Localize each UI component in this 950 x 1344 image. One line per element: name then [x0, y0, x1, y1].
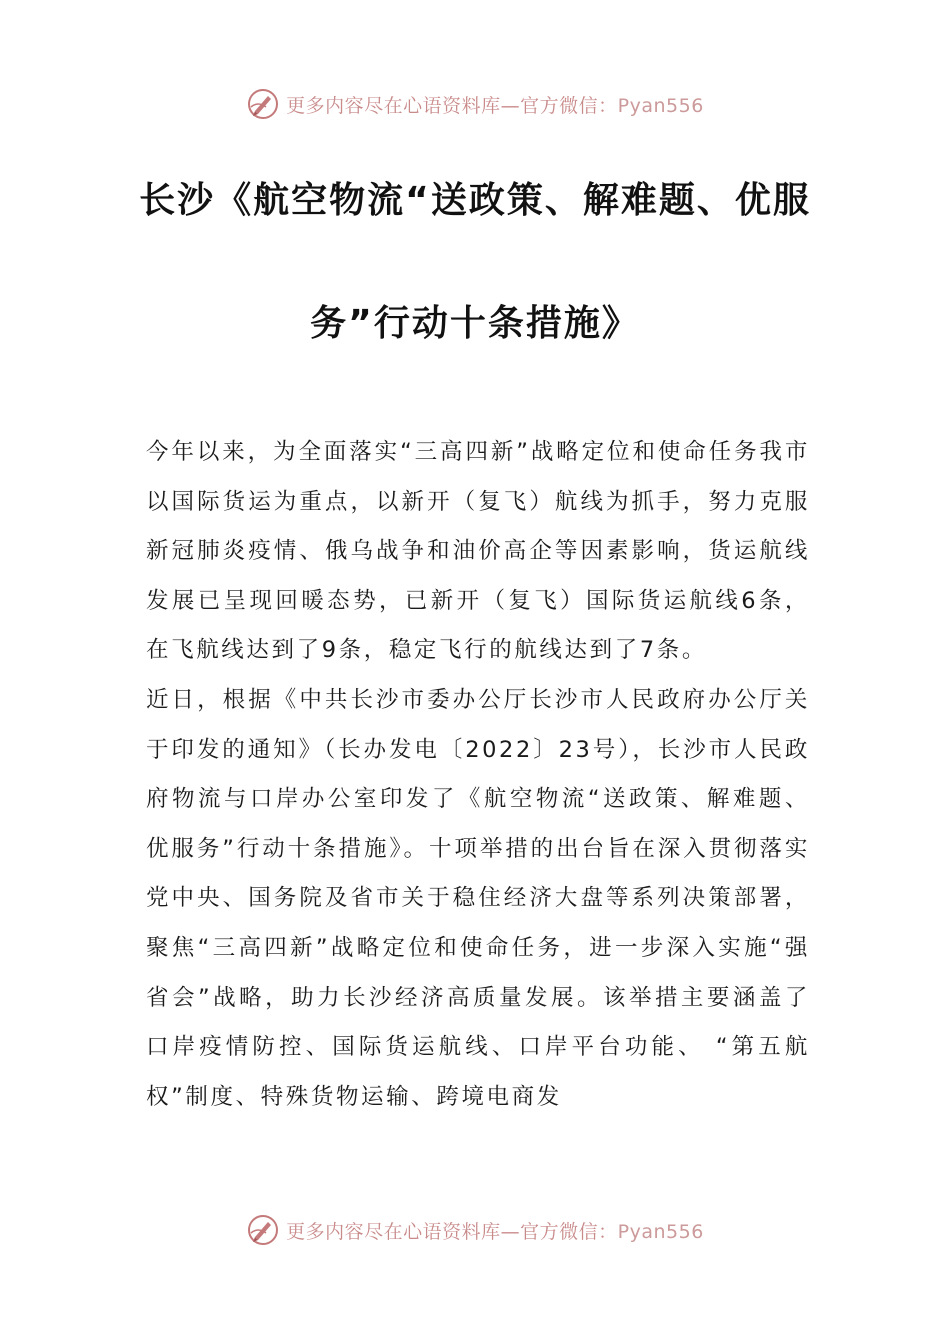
watermark-wechat-id: Pyan556 — [617, 1220, 704, 1243]
pen-logo-icon — [246, 1213, 280, 1247]
header-watermark — [0, 82, 950, 126]
document-title-line-2: 务”行动十条措施》 — [310, 303, 640, 344]
watermark-label: 更多内容尽在心语资料库—官方微信： — [286, 1220, 618, 1243]
paragraph-2: 近日，根据《中共长沙市委办公厅长沙市人民政府办公厅关于印发的通知》（长办发电〔2022〕23号），长沙市人民政府物流与口岸办公室印发了《航空物流“送政策、解难题、优服务”行动十条措施》。十项举措的出台旨在深入贯彻落实党中央、国务院及省市关于稳住经济大盘等系列决策部署，聚焦“三高四新”战略定位和使命任务，进一步深入实施“强省会”战略，助力长沙经济高质量发展。该举措主要涵盖了口岸疫情防控、国际货运航线、口岸平台功能、 “第五航权”制度、特殊货物运输、跨境电商发 — [146, 686, 810, 1110]
watermark-text — [286, 1217, 704, 1244]
watermark-wechat-id: Pyan556 — [617, 94, 704, 117]
document-body — [146, 428, 810, 1122]
footer-watermark — [0, 1208, 950, 1252]
paragraph-1: 今年以来，为全面落实“三高四新”战略定位和使命任务我市以国际货运为重点，以新开（复飞）航线为抓手，努力克服新冠肺炎疫情、俄乌战争和油价高企等因素影响，货运航线发展已呈现回暖态势，已新开（复飞）国际货运航线6条，在飞航线达到了9条，稳定飞行的航线达到了7条。 — [146, 439, 810, 664]
pen-logo-icon — [246, 87, 280, 121]
document-title-line-1: 长沙《航空物流“送政策、解难题、优服 — [139, 180, 811, 221]
watermark-text — [286, 91, 704, 118]
watermark-label: 更多内容尽在心语资料库—官方微信： — [286, 94, 618, 117]
